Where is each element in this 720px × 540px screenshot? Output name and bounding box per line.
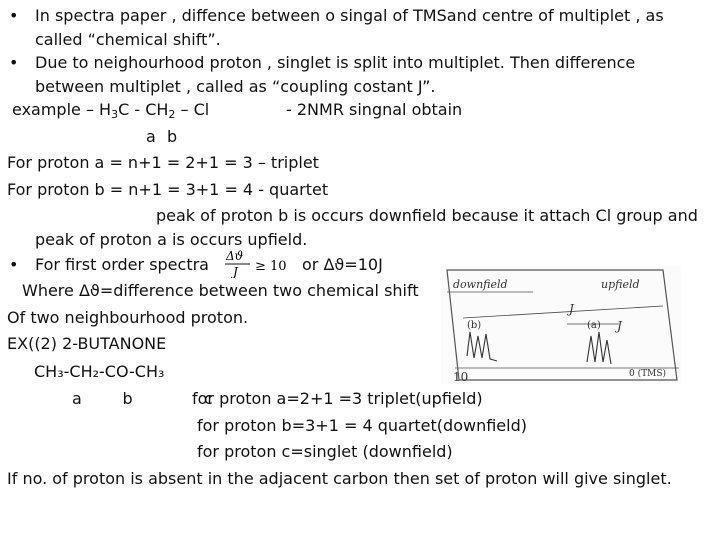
example-result: - 2NMR singnal obtain	[286, 100, 463, 119]
example-lead: example – H	[12, 100, 112, 119]
example-line	[12, 100, 209, 125]
proton-b-line: For proton b = n+1 = 3+1 = 4 - quartet	[7, 180, 329, 199]
bullet-dot: •	[9, 255, 19, 274]
singlet-rule-line: If no. of proton is absent in the adjacent carbon then set of proton will give singlet.	[7, 469, 672, 488]
sketch-j-label: J	[617, 319, 622, 333]
subscript-2: 2	[168, 108, 176, 121]
bullet-3-suffix: or Δϑ=10J	[302, 255, 383, 274]
sketch-j-label: J	[569, 302, 574, 316]
bullet-1-line-1: In spectra paper , diffence between o singal of TMSand centre of multiplet , as	[35, 6, 664, 25]
sketch-peak-b-label: (b)	[467, 320, 482, 331]
fraction-relation: ≥ 10	[255, 259, 287, 274]
sketch-downfield-label: downfield	[453, 278, 508, 291]
abc-labels: a b c	[72, 389, 213, 408]
example-2-butanone: EX((2) 2-BUTANONE	[7, 334, 167, 353]
nmr-spectrum-sketch	[441, 266, 681, 384]
bullet-3-prefix: For first order spectra	[35, 255, 209, 274]
sketch-peak-a-label: (a)	[587, 320, 601, 331]
of-two-line: Of two neighbourhood proton.	[7, 308, 249, 327]
proton-a-line: For proton a = n+1 = 2+1 = 3 – triplet	[7, 153, 319, 172]
quartet-peak	[467, 332, 497, 361]
triplet-peak	[587, 332, 611, 364]
downfield-line: peak of proton b is occurs downfield because it attach Cl group and	[156, 206, 698, 225]
sketch-scale-right: 0 (TMS)	[629, 369, 666, 379]
bullet-dot: •	[9, 53, 19, 72]
upfield-line: peak of proton a is occurs upfield.	[35, 230, 308, 249]
proton-a-triplet: for proton a=2+1 =3 triplet(upfield)	[192, 389, 483, 408]
subscript-3: 3	[111, 108, 119, 121]
fraction-image	[222, 248, 292, 278]
bullet-dot: •	[9, 6, 19, 25]
example-mid: C - CH	[118, 100, 169, 119]
sketch-upfield-label: upfield	[601, 278, 640, 291]
label-a: a	[146, 127, 156, 146]
bullet-2-line-2: between multiplet , called as “coupling costant J”.	[35, 77, 436, 96]
label-b: b	[167, 127, 178, 146]
bullet-2-line-1: Due to neighourhood proton , singlet is split into multiplet. Then difference	[35, 53, 636, 72]
fraction-denominator: J	[233, 265, 238, 278]
proton-c-singlet: for proton c=singlet (downfield)	[197, 442, 453, 461]
fraction-numerator: Δϑ	[226, 249, 244, 263]
bullet-1-line-2: called “chemical shift”.	[35, 30, 221, 49]
sketch-scale-left: 10	[453, 370, 469, 384]
proton-b-quartet: for proton b=3+1 = 4 quartet(downfield)	[197, 416, 527, 435]
butanone-formula: CH₃-CH₂-CO-CH₃	[34, 362, 165, 381]
example-tail: – Cl	[175, 100, 210, 119]
where-line: Where Δϑ=difference between two chemical shift	[22, 281, 419, 300]
